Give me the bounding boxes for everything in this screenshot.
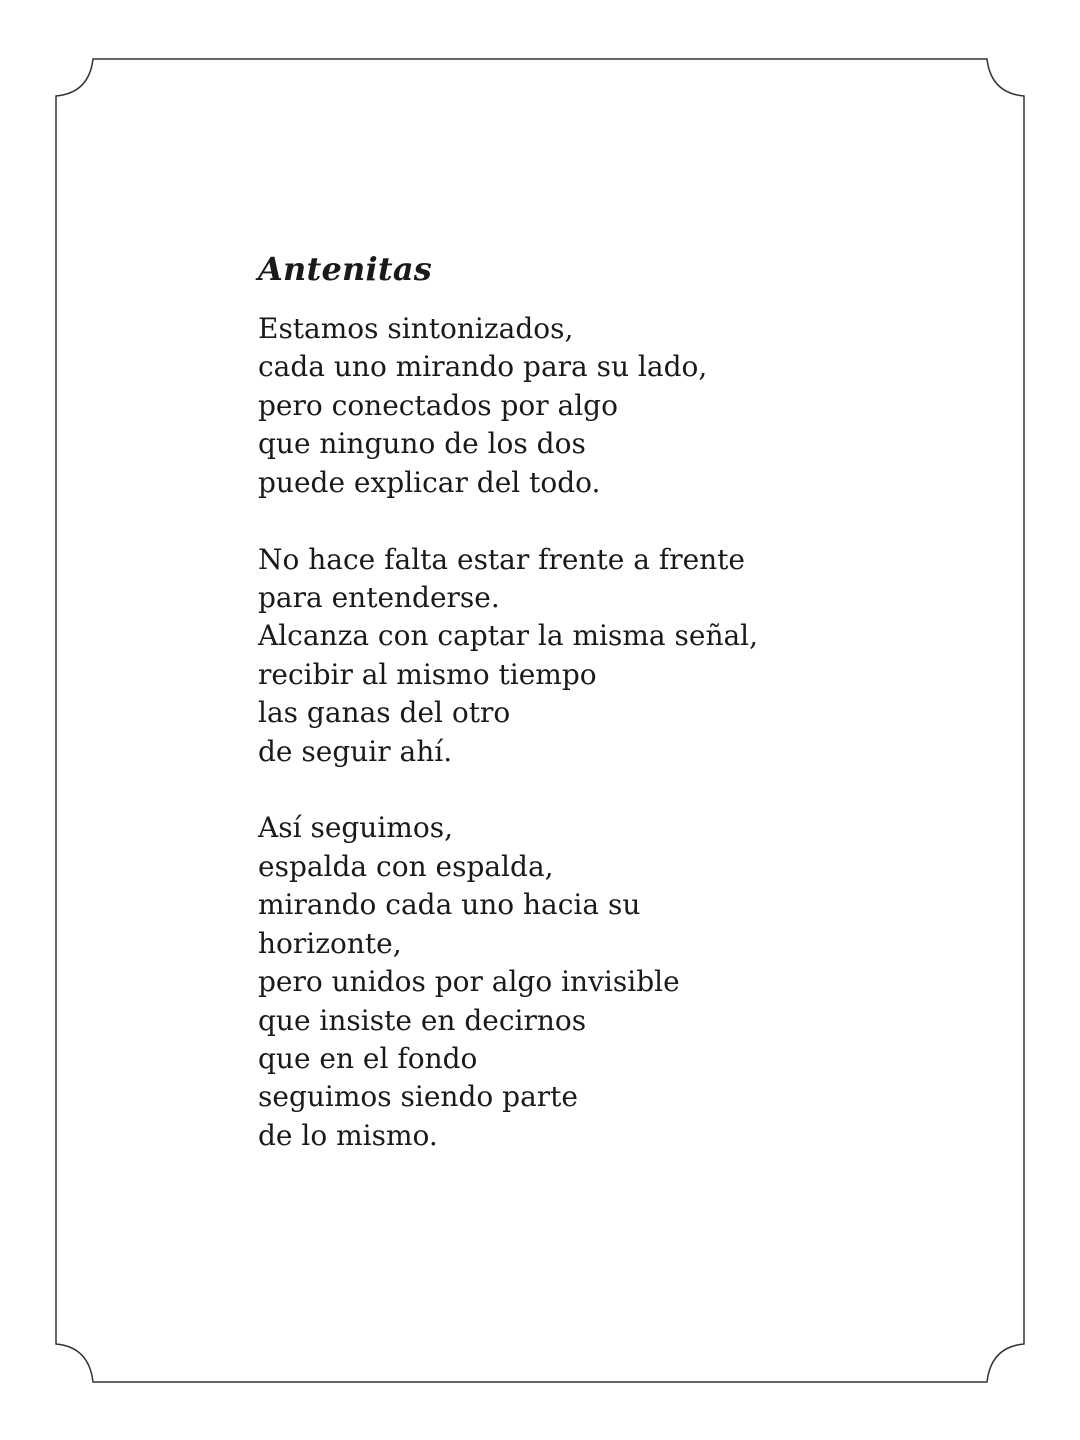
verse-line: para entenderse. <box>258 580 500 614</box>
verse-line: mirando cada uno hacia su <box>258 888 641 922</box>
verse-line: que ninguno de los dos <box>258 427 586 461</box>
stanza-2 <box>258 541 958 771</box>
verse-line: de lo mismo. <box>258 1118 438 1152</box>
verse-line: pero conectados por algo <box>258 388 618 422</box>
verse-line: que en el fondo <box>258 1041 478 1075</box>
verse-line: horizonte, <box>258 926 402 960</box>
verse-line: de seguir ahí. <box>258 734 453 768</box>
verse-line: las ganas del otro <box>258 696 511 730</box>
verse-line: pero unidos por algo invisible <box>258 965 680 999</box>
poem-title: Antenitas <box>258 250 432 288</box>
verse-line: que insiste en decirnos <box>258 1003 587 1037</box>
verse-line: cada uno mirando para su lado, <box>258 350 708 384</box>
verse-line: Así seguimos, <box>258 811 453 845</box>
stanza-1 <box>258 310 958 502</box>
verse-line: puede explicar del todo. <box>258 465 601 499</box>
verse-line: No hace falta estar frente a frente <box>258 542 746 576</box>
verse-line: espalda con espalda, <box>258 849 554 883</box>
stanza-3 <box>258 809 958 1155</box>
verse-line: Estamos sintonizados, <box>258 312 574 345</box>
verse-line: seguimos siendo parte <box>258 1080 578 1114</box>
poem <box>258 248 958 1155</box>
verse-line: recibir al mismo tiempo <box>258 657 597 691</box>
verse-line: Alcanza con captar la misma señal, <box>258 619 759 653</box>
